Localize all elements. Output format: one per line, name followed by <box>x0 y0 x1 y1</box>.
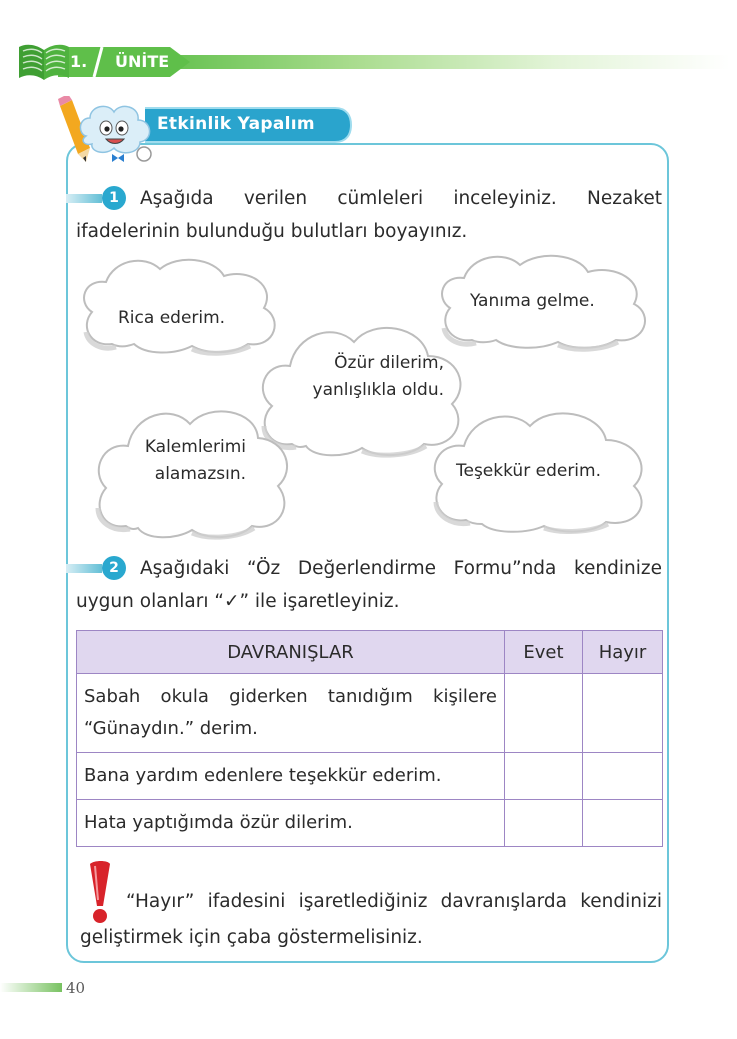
cloud-text: Özür dilerim, yanlışlıkla oldu. <box>312 353 444 400</box>
cloud-mascot-icon <box>56 96 160 176</box>
footer-stripe <box>0 983 62 992</box>
cloud-text: Teşekkür ederim. <box>456 461 601 481</box>
question-2-number: 2 <box>102 556 126 580</box>
cloud-text: Kalemlerimi alamazsın. <box>144 437 246 484</box>
self-evaluation-table <box>76 630 663 847</box>
behavior-cell: Bana yardım edenlere teşekkür ederim. <box>77 753 505 800</box>
book-icon <box>18 40 70 82</box>
unit-number: 1. <box>70 52 88 71</box>
activity-title: Etkinlik Yapalım <box>157 114 315 134</box>
cloud-tesekkur-ederim[interactable] <box>424 400 660 534</box>
behavior-cell: Hata yaptığımda özür dilerim. <box>77 800 505 847</box>
question-1-text: Aşağıda verilen cümleleri inceleyiniz. Nezaket ifadelerinin bulunduğu bulutları boyayınız. <box>76 188 662 242</box>
cloud-text: Rica ederim. <box>118 308 226 328</box>
unit-label: ÜNİTE <box>115 52 170 71</box>
table-header-row <box>77 631 663 674</box>
column-header-yes: Evet <box>505 631 583 674</box>
behavior-cell: Sabah okula giderken tanıdığım kişilere “Günaydın.” derim. <box>77 674 505 753</box>
cloud-text: Yanıma gelme. <box>470 291 595 311</box>
page-number: 40 <box>66 979 86 997</box>
no-checkbox-cell[interactable] <box>583 674 663 753</box>
warning-note: “Hayır” ifadesini işaretlediğiniz davranışlarda kendinizi geliştirmek için çaba göstermelisiniz. <box>80 891 662 948</box>
no-checkbox-cell[interactable] <box>583 753 663 800</box>
column-header-no: Hayır <box>583 631 663 674</box>
question-2-text: Aşağıdaki “Öz Değerlendirme Formu”nda kendinize uygun olanları “✓” ile işaretleyiniz. <box>76 558 662 612</box>
yes-checkbox-cell[interactable] <box>505 800 583 847</box>
unit-header-stripe <box>150 55 730 69</box>
question-1-number: 1 <box>102 186 126 210</box>
yes-checkbox-cell[interactable] <box>505 753 583 800</box>
table-row <box>77 800 663 847</box>
cloud-kalemlerimi-alamazsin[interactable] <box>88 394 290 540</box>
column-header-behaviors: DAVRANIŞLAR <box>77 631 505 674</box>
table-row <box>77 674 663 753</box>
yes-checkbox-cell[interactable] <box>505 674 583 753</box>
no-checkbox-cell[interactable] <box>583 800 663 847</box>
table-row <box>77 753 663 800</box>
